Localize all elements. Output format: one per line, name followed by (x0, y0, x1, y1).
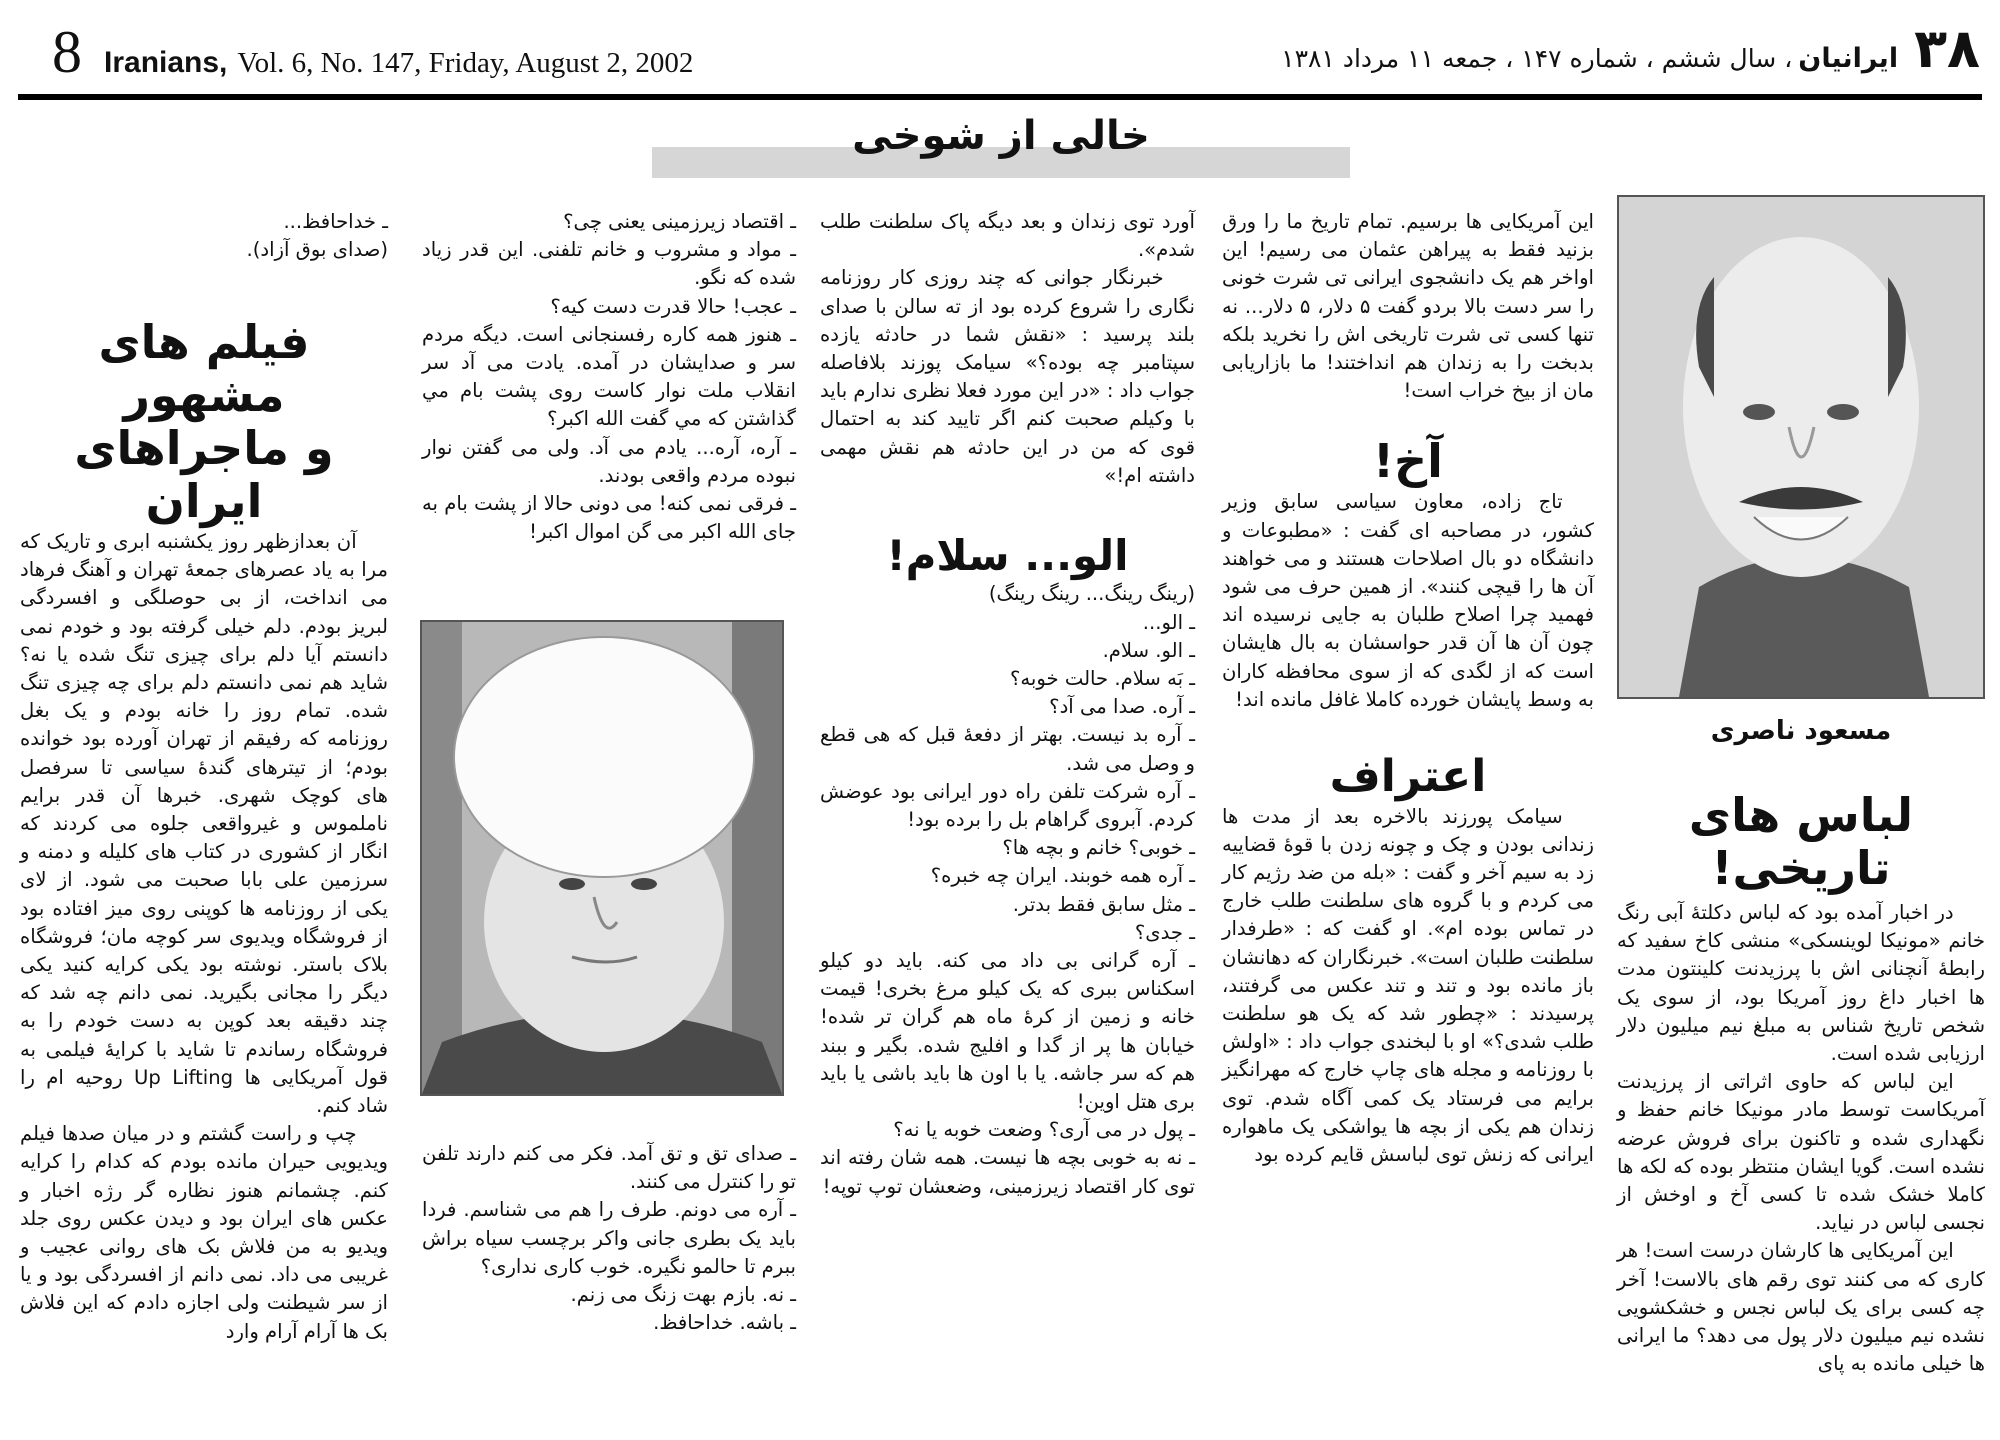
article-paragraph: این آمریکایی ها برسیم. تمام تاریخ ما را ورق بزنید فقط به پیراهن عثمان می رسیم! این اواخر هم یک دانشجوی ایرانی تی شرت خونی را سر دست بالا بردو گفت ۵ دلار، ۵ دلار... نه تنها کسی تی شرت تاریخی اش را نخرید بلکه بدبخت را به زندان هم انداختند! ما بازاریابی مان از بیخ خراب است! (1222, 210, 1594, 403)
dialogue-line: ـ خوبی؟ خانم و بچه ها؟ (1002, 836, 1195, 860)
article-paragraph: آن بعدازظهر روز یکشنبه ابری و تاریک که مرا به یاد عصرهای جمعهٔ تهران و آهنگ فرهاد می انداخت، از بی حوصلگی و افسردگی لبریز بودم. دلم خیلی گرفته بود و خودم نمی دانستم آیا دلم برای چیزی تنگ شده یا نه؟ شاید هم نمی دانستم دلم برای چه چیزی تنگ شده. تمام روز را خانه بودم و یک بغل روزنامه که رفیقم از تهران آورده بود خوانده بودم؛ از تیترهای گندهٔ سیاسی تا سرفصل های کوچک شهری. خبرها آن قدر برایم ناملموس و غیرواقعی جلوه می کردند که انگار از کشوری در کتاب های کلیله و دمنه و سرزمین علی بابا صحبت می شود. از لای یکی از روزنامه ها کوپنی روی میز افتاده بود از فروشگاه ویدیوی سر کوچه مان؛ فروشگاه بلاک باستر. نوشته بود یکی کرایه کنید یکی دیگر را مجانی بگیرید. نمی دانم چه شد که چند دقیقه بعد کوپن به دست خودم را به فروشگاه رساندم تا شاید با کرایهٔ فیلمی به قول آمریکایی ها Up Lifting روحیه ام را شاد کنم. (20, 529, 388, 1118)
masthead-persian (1281, 17, 1980, 92)
dialogue-line: ـ آره همه خوبند. ایران چه خبره؟ (930, 864, 1195, 888)
dialogue-line: ـ فرقی نمی کنه! می دونی حالا از پشت بام به جای الله اکبر می گن اموال اکبر! (422, 492, 796, 544)
article-paragraph: خبرنگار جوانی که چند روزی کار روزنامه نگاری را شروع کرده بود از ته سالن با صدای بلند پرسید : «نقش شما در حادثه یازده سپتامبر چه بوده؟» سیامک پوزند بلافاصله جواب داد : «در این مورد فعلا نظری ندارم باید با وکیلم صحبت کنم اگر تایید کند به احتمال قوی که من در این حادثه هم نقش مهمی داشته ام!» (820, 266, 1195, 487)
dialogue-line: ـ نه. بازم بهت زنگ می زنم. (570, 1283, 796, 1307)
issue-info-fa: ، سال ششم ، شماره ۱۴۷ ، جمعه ۱۱ مرداد ۱۳۸۱ (1281, 44, 1793, 73)
portrait-photo (1617, 195, 1985, 699)
dialogue-line: (صدای بوق آزاد). (246, 238, 388, 262)
article-heading-confession: اعتراف (1329, 750, 1487, 802)
dialogue-line: ـ مواد و مشروب و خانم تلفنی. این قدر زیاد شده که نگو. (422, 238, 796, 290)
portrait-illustration (1619, 197, 1983, 697)
article-paragraph: آورد توی زندان و بعد دیگه پاک سلطنت طلب شدم». (820, 210, 1195, 262)
cleric-illustration (422, 622, 782, 1094)
dialogue-line: ـ مثل سابق فقط بدتر. (1012, 892, 1195, 916)
header-rule (18, 94, 1982, 100)
column-3 (820, 208, 1195, 1201)
article-heading-hello: الو... سلام! (886, 531, 1129, 581)
dialogue-line: ـ آره گرانی بی داد می کنه. باید دو کیلو اسکناس ببری که یک کیلو مرغ بخری! قیمت خانه و زمین از کرهٔ ماه هم گران تر شده! خیابان ها پر از گدا و افلیج شده. بگیر و ببند هم که سر جاشه. یا با اون ها باید باشی یا باید بری هتل اوین! (820, 948, 1195, 1113)
photo-caption: مسعود ناصری (1710, 716, 1892, 746)
dialogue-line: ـ آره بد نیست. بهتر از دفعهٔ قبل که هی قطع و وصل می شد. (820, 723, 1195, 775)
page-number-en: 8 (52, 19, 82, 85)
column-1 (1617, 195, 1985, 1378)
publication-name-en: Iranians, (104, 46, 228, 79)
dialogue-line: ـ اقتصاد زیرزمینی یعنی چی؟ (563, 210, 796, 233)
dialogue-line: ـ الو... (1142, 610, 1195, 634)
dialogue-line: ـ باشه. خداحافظ. (653, 1311, 796, 1335)
section-title: خالی از شوخی (852, 113, 1150, 159)
article-paragraph: سیامک پورزند بالاخره بعد از مدت ها زندانی بودن و چک و چونه زدن با قوهٔ قضاییه زد به سیم آخر و گفت : «بله من ضد رژیم کار می کردم و با گروه های سلطنت طلب خارج در تماس بوده ام». او گفت که : «طرفدار سلطنت طلبان است». خبرنگاران که دهانشان باز مانده بود و تند و تند عکس می گرفتند، پرسیدند : «چطور شد که یک هو سلطنت طلب شدی؟» او با لبخندی جواب داد : «اولش با روزنامه و مجله های چاپ خارج که مهرانگیز برایم می فرستاد یک کمی آگاه شدم. توی زندان هم یکی از بچه ها یواشکی یک ماهواره ایرانی که زنش توی لباسش قایم کرده بود (1222, 804, 1594, 1166)
dialogue-line: ـ نه به خوبی بچه ها نیست. همه شان رفته اند توی کار اقتصاد زیرزمینی، وضعشان توپ توپه! (820, 1146, 1195, 1198)
heading-line: فیلم های مشهور (98, 315, 310, 423)
masthead-english (52, 19, 694, 92)
cleric-photo (420, 620, 784, 1096)
dialogue-line: ـ آره شرکت تلفن راه دور ایرانی بود عوضش کردم. آبروی گراهام بل را برده بود! (820, 779, 1195, 831)
page-number-fa: ۳۸ (1914, 17, 1980, 80)
article-heading-ah: آخ! (1373, 434, 1443, 489)
dialogue-line: ـ هنوز همه کاره رفسنجانی است. دیگه مردم سر و صدایشان در آمده. یادت می آد سر انقلاب ملت نوار کاست روی پشت بام مي گذاشتن که مي گفت الله اكبر؟ (422, 322, 796, 431)
dialogue-line: ـ آره، آره... یادم می آد. ولی می گفتن نوار نبوده مردم واقعی بودند. (422, 435, 796, 487)
dialogue-line: ـ خداحافظ... (283, 210, 388, 233)
article-paragraph: چپ و راست گشتم و در میان صدها فیلم ویدیویی حیران مانده بودم که کدام را کرایه کنم. چشمانم هنوز نظاره گر رژه اخبار و عکس های ایران بود و دیدن عکس روی جلد ویدیو به من فلاش بک های روانی عجیب و غریبی می داد. نمی دانم از افسردگی بود و یا از سر شیطنت ولی اجازه دادم که این فلاش بک ها آرام آرام وارد (20, 1122, 388, 1343)
article-heading-films (20, 316, 388, 528)
dialogue-line: (رینگ رینگ... رینگ رینگ) (988, 582, 1195, 606)
article-paragraph: تاج زاده، معاون سیاسی سابق وزیر کشور، در مصاحبه ای گفت : «مطبوعات و دانشگاه دو بال اصلاحات هستند و می خواهند آن ها را قیچی کنند». از همین حرف می شود فهمید چرا اصلاح طلبان به جایی نرسیده اند چون آن ها آن قدر حواسشان به بال هایشان است که از لگدی که از سوی محافظه کاران به وسط پایشان خورده کاملا غافل مانده اند! (1222, 490, 1594, 711)
dialogue-line: ـ الو. سلام. (1102, 638, 1195, 662)
column-5 (20, 208, 388, 1346)
dialogue-line: ـ بَه سلام. حالت خوبه؟ (1010, 666, 1195, 690)
issue-info-en: Vol. 6, No. 147, Friday, August 2, 2002 (237, 47, 694, 79)
column-2 (1222, 208, 1594, 1169)
dialogue-line: ـ جدی؟ (1134, 920, 1195, 944)
article-paragraph: در اخبار آمده بود که لباس دکلتهٔ آبی رنگ خانم «مونیکا لوینسکی» منشی کاخ سفید که رابطهٔ آنچنانی اش با پرزیدنت کلینتون مدت ها اخبار داغ روز آمریکا بود، از سوی یک شخص تاریخ شناس به مبلغ نیم میلیون دلار ارزیابی شده است. (1617, 900, 1985, 1065)
article-heading-historic-clothes: لباس های تاریخی! (1688, 788, 1914, 896)
dialogue-line: ـ آره می دونم. طرف را هم می شناسم. فردا باید یک بطری جانی واکر برچسب سیاه براش ببرم تا حالمو نگیره. خوب کاری نداری؟ (422, 1198, 796, 1278)
dialogue-line: ـ آره. صدا می آد؟ (1049, 695, 1195, 719)
column-4 (422, 208, 796, 546)
article-paragraph: این آمریکایی ها کارشان درست است! هر کاری که می کنند توی رقم های بالاست! آخر چه کسی برای یک لباس نجس و خشکشویی نشده نیم میلیون دلار پول می دهد؟ ما ایرانی ها خیلی مانده به پای (1617, 1239, 1985, 1376)
dialogue-line: ـ پول در می آری؟ وضعت خوبه یا نه؟ (893, 1118, 1195, 1142)
heading-line: و ماجراهای ایران (74, 421, 334, 529)
article-paragraph: این لباس که حاوی اثراتی از پرزیدنت آمریکاست توسط مادر مونیکا خانم حفظ و نگهداری شده و تاکنون برای فروش عرضه نشده است. گویا ایشان منتظر بوده که لکه ها کاملا خشک شده تا کسی آخ و اوخش از نجسی لباس در نیاید. (1617, 1070, 1985, 1235)
publication-name-fa: ایرانیان (1798, 43, 1899, 74)
dialogue-line: ـ صدای تق و تق آمد. فکر می کنم دارند تلفن تو را کنترل می کنند. (422, 1142, 796, 1194)
column-4-bottom (422, 1140, 796, 1337)
dialogue-line: ـ عجب! حالا قدرت دست کیه؟ (550, 294, 796, 318)
